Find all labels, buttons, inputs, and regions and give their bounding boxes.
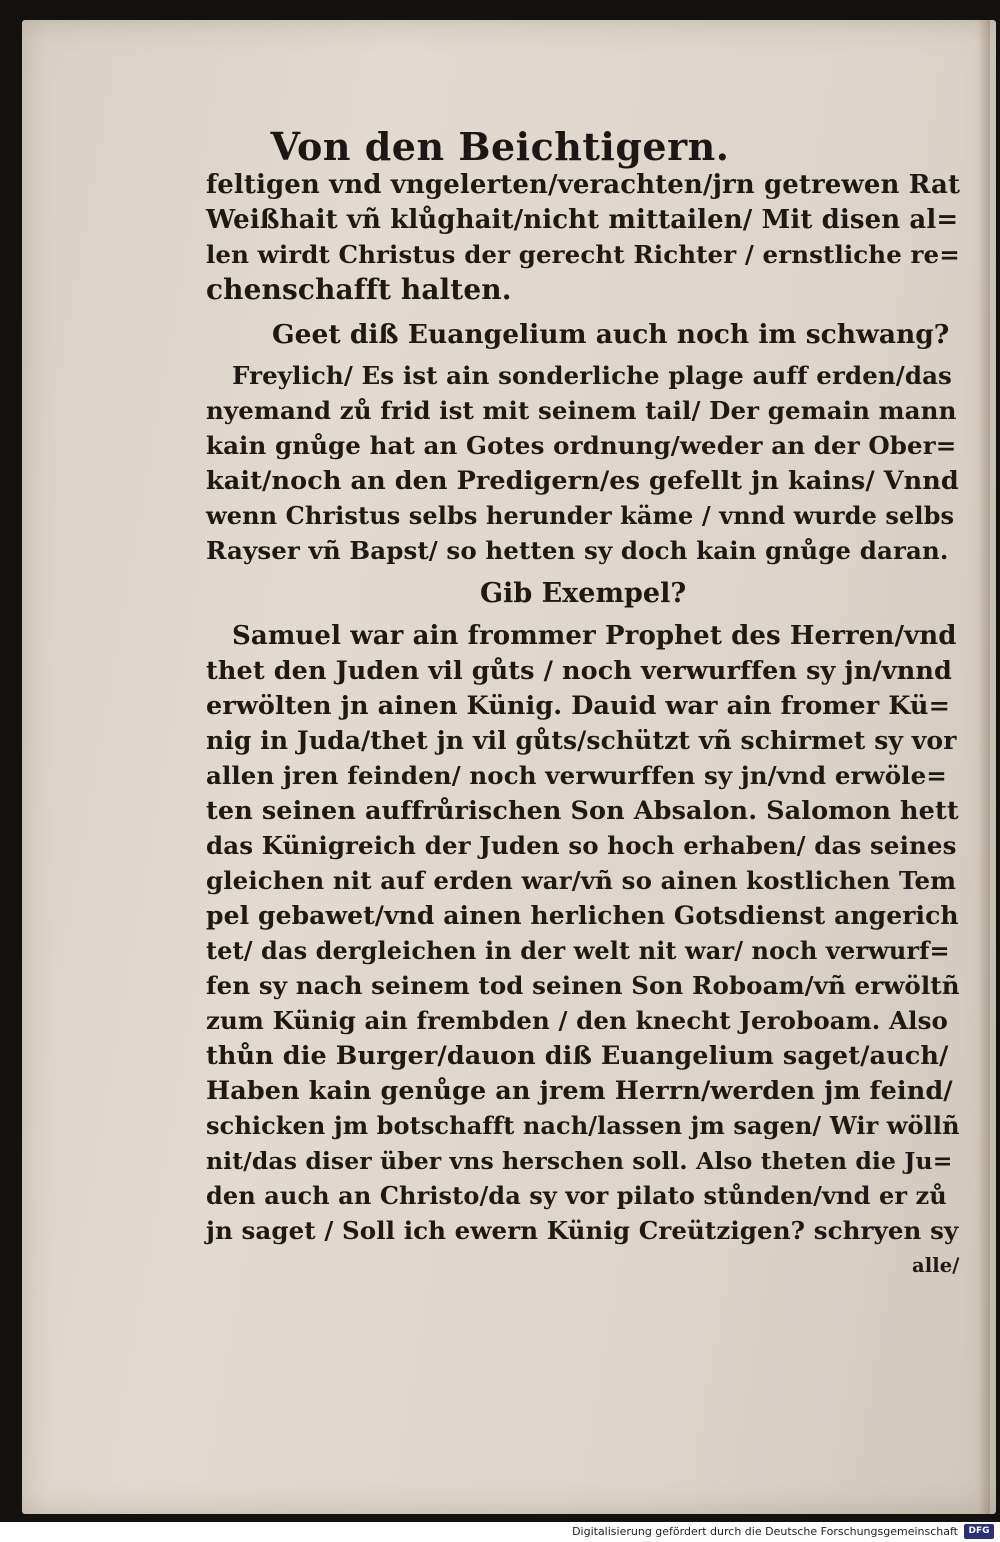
text-line: fen sy nach seinem tod seinen Son Roboam/vñ erwöltñ — [206, 971, 960, 1000]
text-line: den auch an Christo/da sy vor pilato stůnden/vnd er zů — [206, 1181, 947, 1210]
text-line: Rayser vñ Bapst/ so hetten sy doch kain gnůge daran. — [206, 536, 949, 565]
text-line: jn saget / Soll ich ewern Künig Creützigen? schryen sy — [206, 1216, 959, 1245]
text-line: Haben kain genůge an jrem Herrn/werden jm feind/ — [206, 1076, 953, 1106]
text-line: wenn Christus selbs herunder käme / vnnd wurde selbs — [206, 501, 955, 530]
text-line: nyemand zů frid ist mit seinem tail/ Der gemain mann — [206, 396, 957, 425]
text-line: Samuel war ain frommer Prophet des Herren/vnd — [232, 621, 957, 651]
text-line: ten seinen auffrůrischen Son Absalon. Salomon hett — [206, 796, 959, 826]
catchword: alle/ — [912, 1254, 960, 1277]
text-line: Weißhait vñ klůghait/nicht mittailen/ Mit disen al= — [206, 205, 959, 235]
text-line: allen jren feinden/ noch verwurffen sy jn/vnd erwöle= — [206, 761, 947, 790]
text-line: thůn die Burger/dauon diß Euangelium saget/auch/ — [206, 1041, 949, 1071]
text-line: das Künigreich der Juden so hoch erhaben/ das seines — [206, 831, 957, 860]
text-line: kain gnůge hat an Gotes ordnung/weder an der Ober= — [206, 431, 957, 460]
text-line: chenschafft halten. — [206, 273, 512, 306]
text-line: pel gebawet/vnd ainen herlichen Gotsdienst angerich — [206, 901, 959, 930]
text-line: feltigen vnd vngelerten/verachten/jrn getrewen Rat — [206, 170, 961, 200]
text-line: gleichen nit auf erden war/vñ so ainen kostlichen Tem — [206, 866, 957, 895]
footer-bar — [0, 1522, 1000, 1542]
section-heading: Gib Exempel? — [480, 578, 687, 609]
section-heading: Geet diß Euangelium auch noch im schwang? — [272, 319, 950, 350]
text-line: nit/das diser über vns herschen soll. Also theten die Ju= — [206, 1147, 953, 1175]
dfg-logo: DFG — [964, 1524, 994, 1539]
text-line: nig in Juda/thet jn vil gůts/schützt vñ schirmet sy vor — [206, 726, 957, 755]
text-line: zum Künig ain frembden / den knecht Jeroboam. Also — [206, 1006, 948, 1035]
text-line: kait/noch an den Predigern/es gefellt jn kains/ Vnnd — [206, 466, 959, 496]
running-head: Von den Beichtigern. — [270, 124, 730, 169]
text-line: erwölten jn ainen Künig. Dauid war ain fromer Kü= — [206, 691, 951, 721]
text-line: thet den Juden vil gůts / noch verwurffen sy jn/vnnd — [206, 656, 952, 686]
text-line: len wirdt Christus der gerecht Richter / ernstliche re= — [206, 240, 960, 269]
text-line: Freylich/ Es ist ain sonderliche plage auff erden/das — [232, 361, 952, 390]
text-line: schicken jm botschafft nach/lassen jm sagen/ Wir wöllñ — [206, 1111, 960, 1140]
page-edge-shadow — [978, 20, 990, 1514]
funding-credit: Digitalisierung gefördert durch die Deutsche Forschungsgemeinschaft — [572, 1525, 958, 1538]
text-line: tet/ das dergleichen in der welt nit war/ noch verwurf= — [206, 936, 950, 965]
